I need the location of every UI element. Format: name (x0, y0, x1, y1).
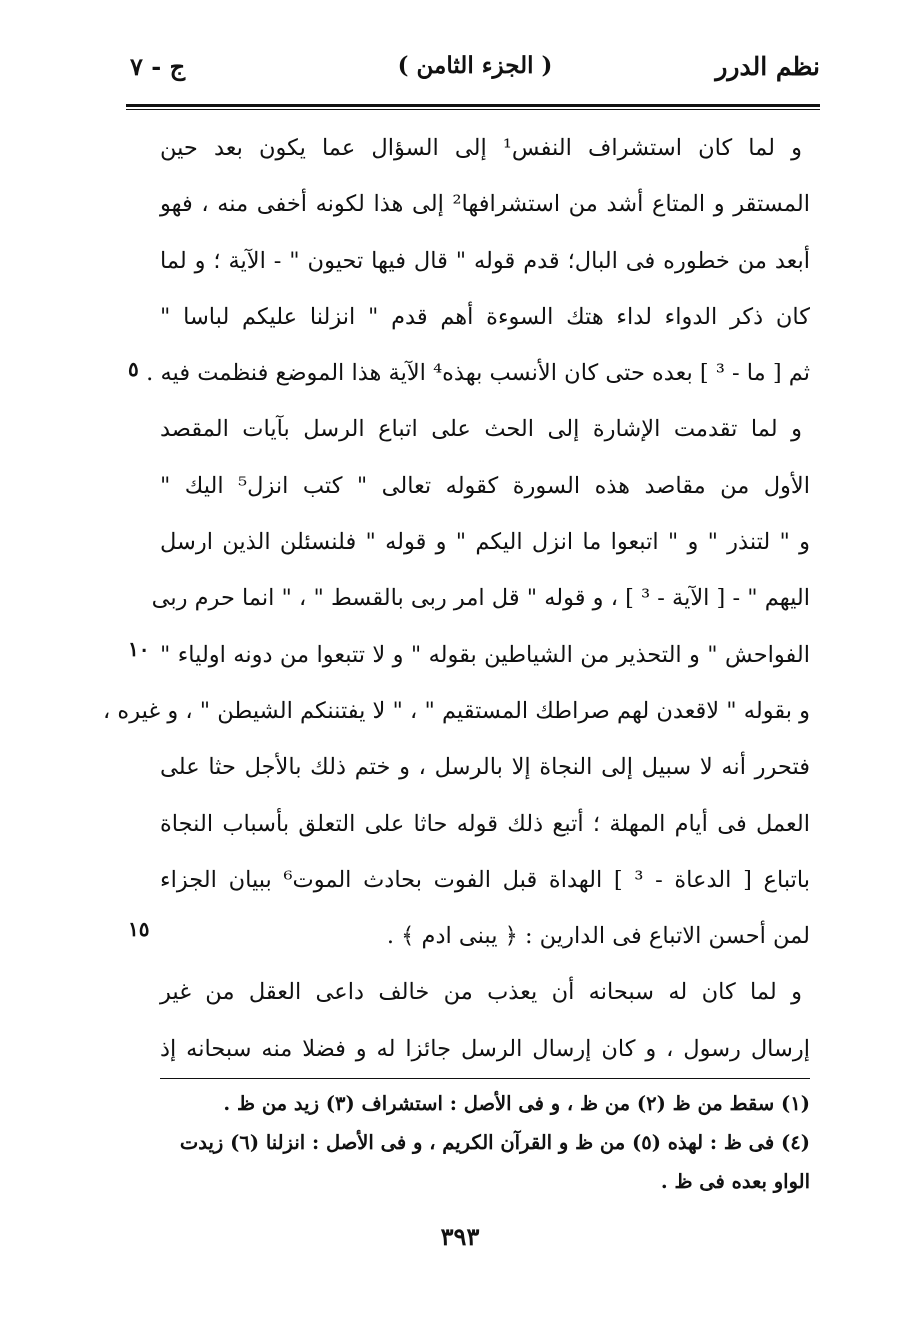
text-line: باتباع [ الدعاة - ³ ] الهداة قبل الفوت بحادث الموت⁶ ببيان الجزاء (160, 866, 810, 893)
line-number-10: ١٠ (128, 637, 150, 661)
page-number: ٣٩٣ (440, 1222, 480, 1251)
text-line: و لما كان له سبحانه أن يعذب من خالف داعى العقل من غير (160, 979, 802, 1006)
header-rule-thick (126, 104, 820, 107)
book-title: نظم الدرر (715, 52, 820, 81)
header-rule-thin (126, 109, 820, 110)
footnote-line: (٤) فى ظ : لهذه (٥) من ظ و القرآن الكريم ، و فى الأصل : انزلنا (٦) زيدت (179, 1131, 810, 1154)
text-line: و بقوله " لاقعدن لهم صراطك المستقيم " ، " لا يفتننكم الشيطن " ، و غيره ، (103, 697, 810, 724)
line-number-15: ١٥ (128, 917, 150, 941)
text-line: لمن أحسن الاتباع فى الدارين : ﴿ يبنى ادم ﴾ . (386, 923, 810, 950)
text-line: و لما تقدمت الإشارة إلى الحث على اتباع الرسل بآيات المقصد (160, 416, 802, 443)
text-line: ثم [ ما - ³ ] بعده حتى كان الأنسب بهذه⁴ الآية هذا الموضع فنظمت فيه . (146, 360, 810, 387)
text-line: اليهم " - [ الآية - ³ ] ، و قوله " قل امر ربى بالقسط " ، " انما حرم ربى (151, 585, 810, 612)
footnote-rule (160, 1078, 810, 1079)
text-line: الأول من مقاصد هذه السورة كقوله تعالى " كتب انزل⁵ اليك " (160, 472, 811, 499)
text-line: إرسال رسول ، و كان إرسال الرسل جائزا له و فضلا منه سبحانه إذ (160, 1035, 810, 1062)
footnote-line: (١) سقط من ظ (٢) من ظ ، و فى الأصل : استشراف (٣) زيد من ظ . (223, 1092, 810, 1115)
text-line: المستقر و المتاع أشد من استشرافها² إلى هذا لكونه أخفى منه ، فهو (160, 191, 810, 218)
text-line: و " لتنذر " و " اتبعوا ما انزل اليكم " و قوله " فلنسئلن الذين ارسل (160, 529, 810, 556)
text-line: و لما كان استشراف النفس¹ إلى السؤال عما يكون بعد حين (160, 135, 802, 161)
footnote-line: الواو بعده فى ظ . (660, 1170, 810, 1193)
part-label: ج - ٧ (130, 52, 186, 81)
text-line: أبعد من خطوره فى البال؛ قدم قوله " قال فيها تحيون " - الآية ؛ و لما (160, 247, 810, 274)
text-line: كان ذكر الدواء لداء هتك السوءة أهم قدم " انزلنا عليكم لباسا " (160, 303, 810, 330)
line-number-5: ٥ (128, 357, 139, 381)
text-line: الفواحش " و التحذير من الشياطين بقوله " و لا تتبعوا من دونه اولياء " (160, 641, 810, 668)
footnotes (160, 1084, 810, 1201)
running-header (130, 52, 820, 96)
text-line: العمل فى أيام المهلة ؛ أتبع ذلك قوله حاثا على التعلق بأسباب النجاة (160, 810, 810, 837)
volume-label: ( الجزء الثامن ) (397, 52, 553, 79)
text-line: فتحرر أنه لا سبيل إلى النجاة إلا بالرسل ، و ختم ذلك بالأجل حثا على (160, 754, 810, 781)
